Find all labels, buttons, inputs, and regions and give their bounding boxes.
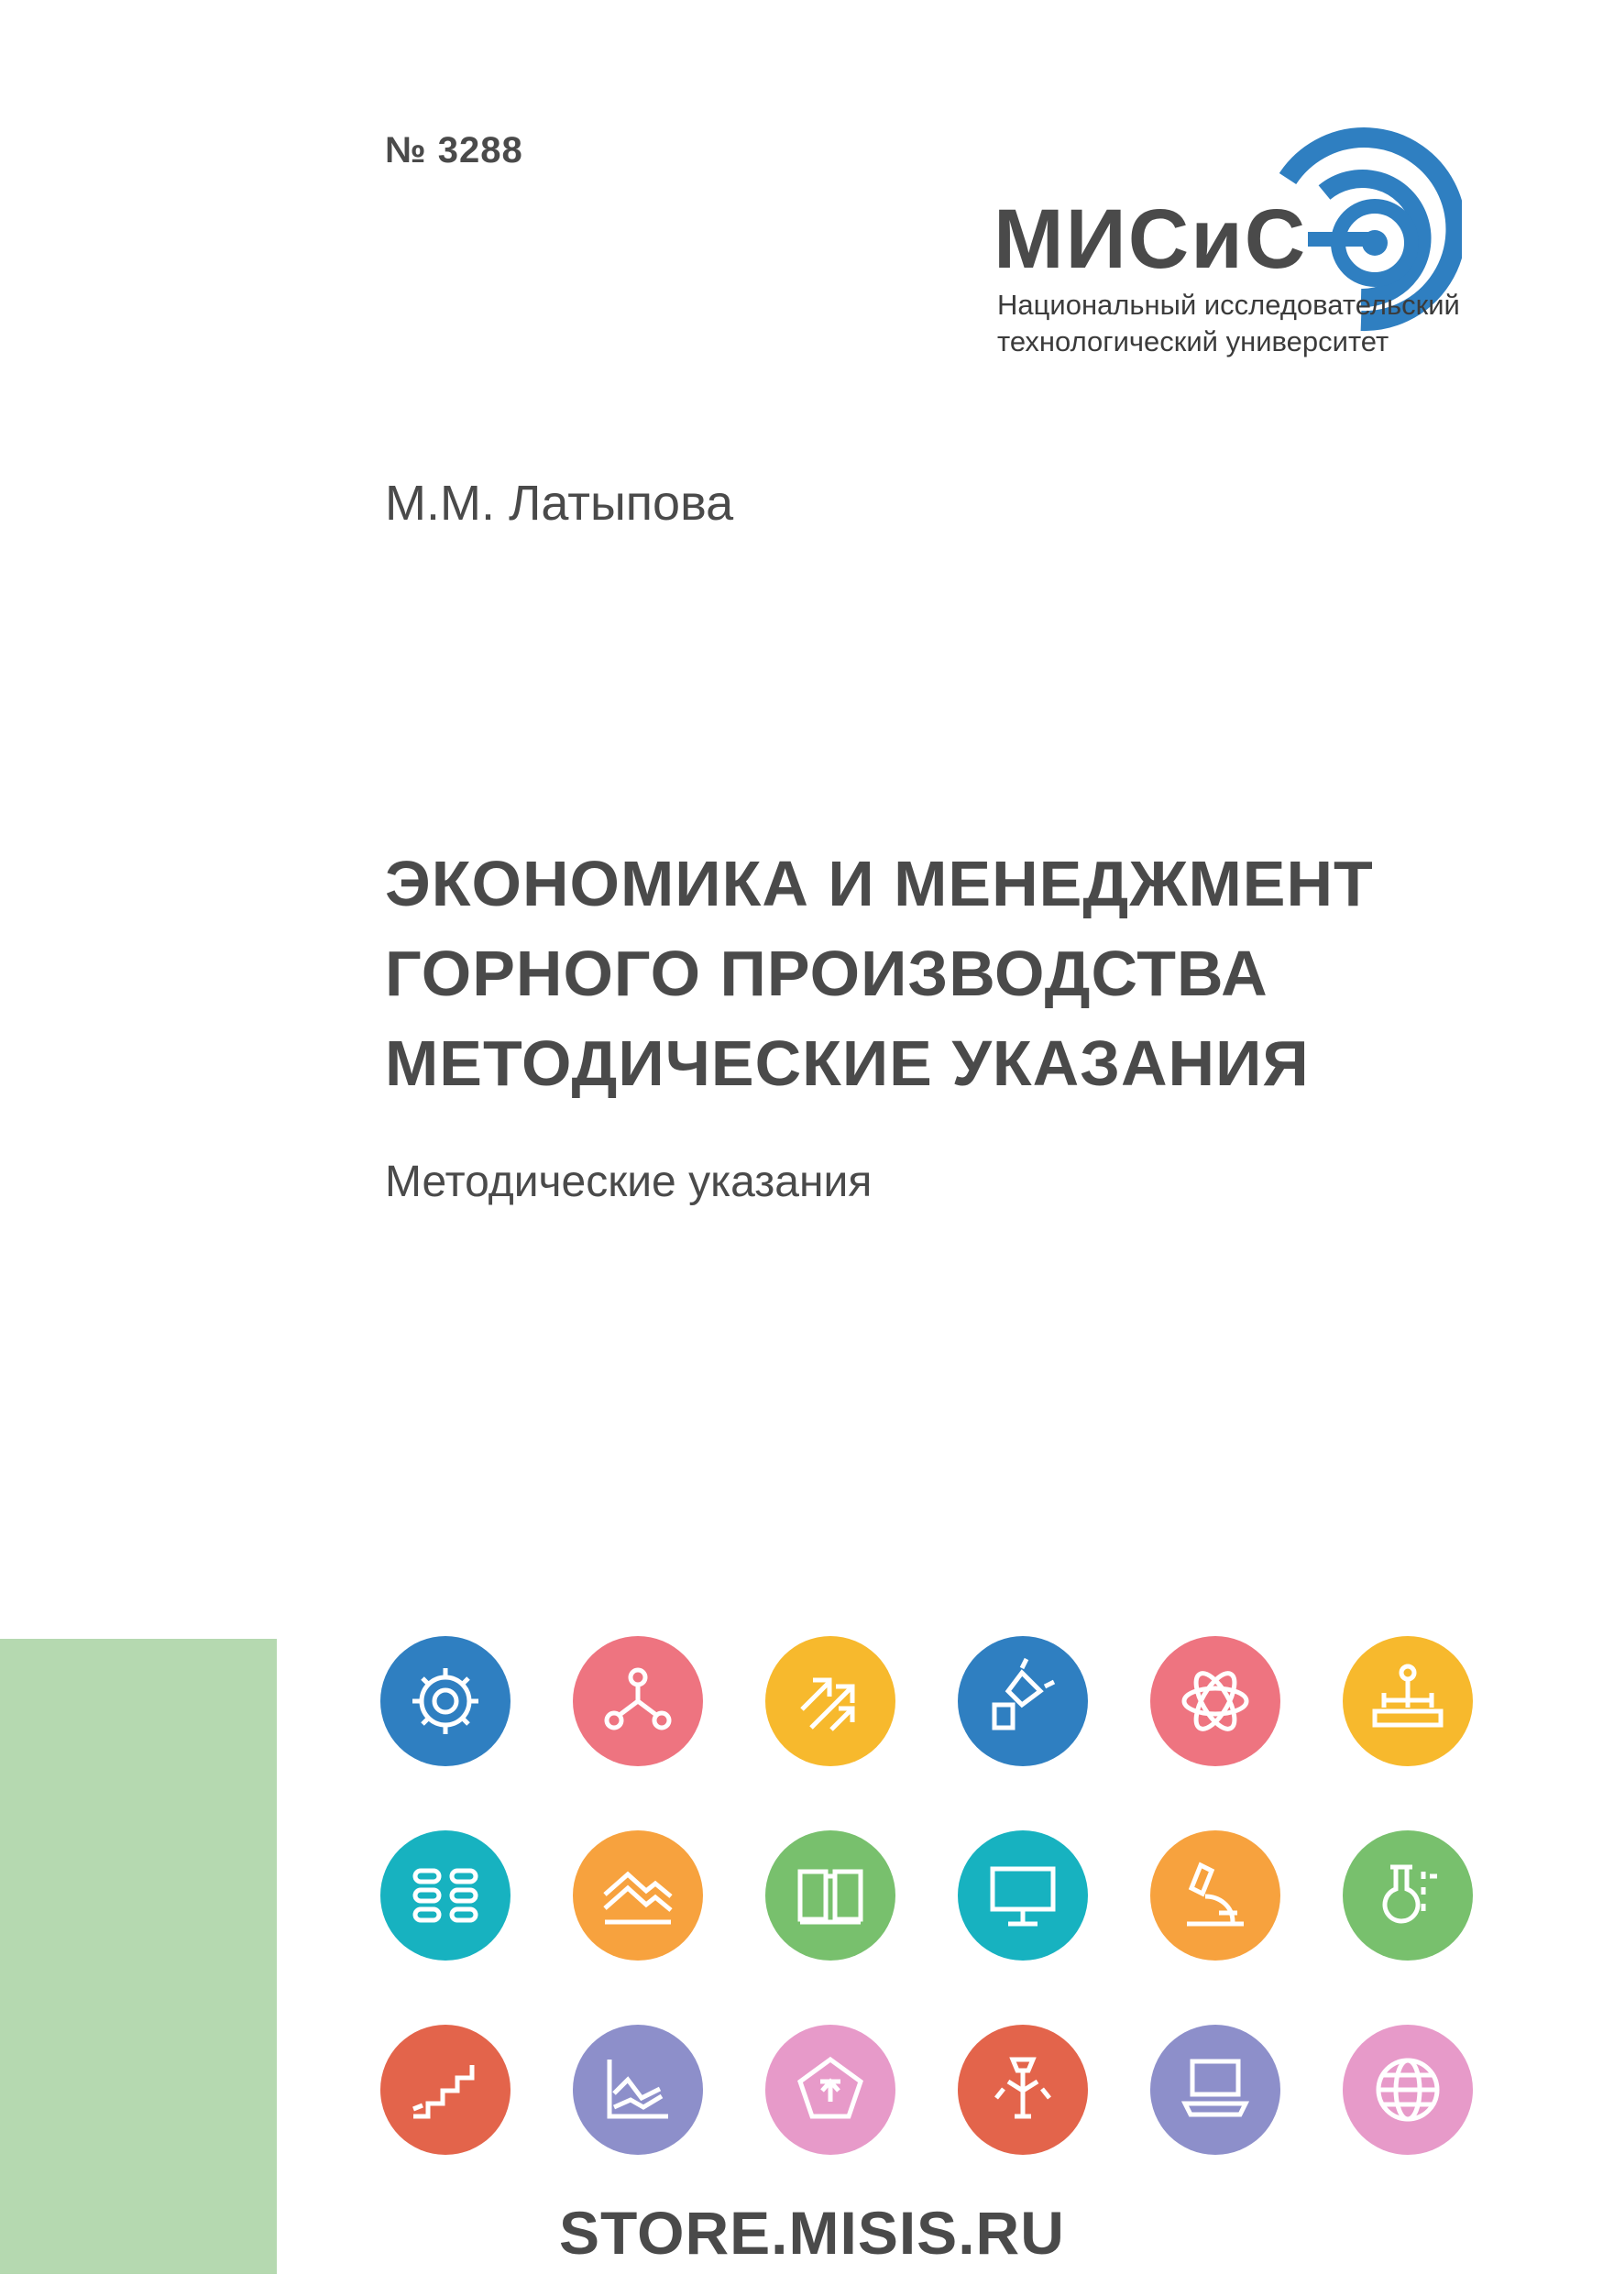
mountains-icon <box>573 1830 703 1961</box>
globe-icon <box>1343 2025 1473 2155</box>
chart-icon <box>573 2025 703 2155</box>
publisher-name: МИСиС <box>994 192 1308 286</box>
publisher-subtitle-line2: технологический университет <box>997 325 1389 357</box>
pentagon-icon <box>765 2025 895 2155</box>
atom-icon <box>1150 1636 1280 1766</box>
stairs-icon <box>380 2025 511 2155</box>
publisher-subtitle-line1: Национальный исследовательский <box>997 289 1460 321</box>
arrows-icon <box>765 1636 895 1766</box>
laptop-icon <box>1150 2025 1280 2155</box>
flask-icon <box>1343 1830 1473 1961</box>
abacus-icon <box>380 1830 511 1961</box>
issue-number: № 3288 <box>385 130 523 170</box>
book-subtitle: Методические указания <box>385 1158 873 1206</box>
microscope-icon <box>1150 1830 1280 1961</box>
decorative-green-bar <box>0 1639 277 2274</box>
book-title <box>385 839 1374 1108</box>
title-line-2: ГОРНОГО ПРОИЗВОДСТВА <box>385 938 1268 1009</box>
title-line-3: МЕТОДИЧЕСКИЕ УКАЗАНИЯ <box>385 1027 1310 1099</box>
icon-grid <box>380 1636 1480 2296</box>
author-name: М.М. Латыпова <box>385 476 734 531</box>
ladle-icon <box>958 1636 1088 1766</box>
gear-icon <box>380 1636 511 1766</box>
store-url-link[interactable]: STORE.MISIS.RU <box>559 2199 1065 2267</box>
title-line-1: ЭКОНОМИКА И МЕНЕДЖМЕНТ <box>385 848 1374 919</box>
molecule-icon <box>573 1636 703 1766</box>
book-icon <box>765 1830 895 1961</box>
robot-icon <box>958 2025 1088 2155</box>
publisher-logo <box>990 124 1503 362</box>
hierarchy-icon <box>1343 1636 1473 1766</box>
monitor-icon <box>958 1830 1088 1961</box>
publisher-subtitle <box>997 287 1460 360</box>
